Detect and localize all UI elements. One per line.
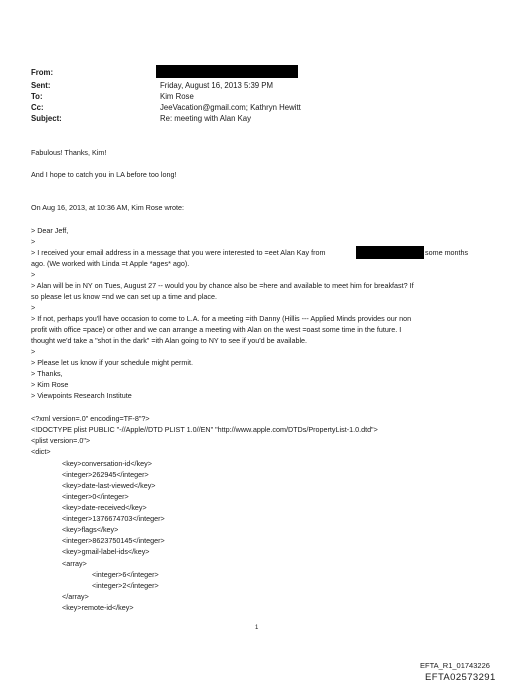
reply-line-2: And I hope to catch you in LA before too long! — [31, 170, 177, 179]
quoted-line: > Thanks, — [31, 369, 63, 378]
xml-line: <array> — [62, 559, 87, 568]
quoted-line: > Viewpoints Research Institute — [31, 391, 132, 400]
quoted-line: > Alan will be in NY on Tues, August 27 -- would you by chance also be =here and available to meet him for breakfast? If — [31, 281, 414, 290]
quoted-line: > — [31, 237, 36, 246]
to-label: To: — [31, 92, 43, 101]
quoted-line: > — [31, 303, 36, 312]
xml-line: <integer>0</integer> — [62, 492, 129, 501]
sent-label: Sent: — [31, 81, 51, 90]
quoted-line: ago. (We worked with Linda =t Apple *ages* ago). — [31, 259, 190, 268]
xml-line: </array> — [62, 592, 89, 601]
quoted-line: > Kim Rose — [31, 380, 69, 389]
cc-value: JeeVacation@gmail.com; Kathryn Hewitt — [160, 103, 301, 112]
xml-line: <integer>1376674703</integer> — [62, 514, 165, 523]
xml-line: <key>gmail-label-ids</key> — [62, 547, 150, 556]
page-number: 1 — [255, 625, 259, 631]
redaction-bar-sender — [156, 65, 298, 78]
quoted-line: > If not, perhaps you'll have occasion to come to L.A. for a meeting =ith Danny (Hillis --- Applied Minds provides our non — [31, 314, 412, 323]
xml-line: <key>date-last-viewed</key> — [62, 481, 156, 490]
subject-value: Re: meeting with Alan Kay — [160, 114, 252, 123]
sent-value: Friday, August 16, 2013 5:39 PM — [160, 81, 273, 90]
quote-attribution: On Aug 16, 2013, at 10:36 AM, Kim Rose wrote: — [31, 203, 185, 212]
xml-line: <dict> — [31, 447, 51, 456]
xml-line: <integer>6</integer> — [92, 570, 159, 579]
quoted-line: profit with office =pace) or other and we can arrange a meeting with Alan on the west =oast some time in the future. I — [31, 325, 402, 334]
xml-line: <integer>2</integer> — [92, 581, 159, 590]
quoted-line: > Dear Jeff, — [31, 226, 69, 235]
footer-ref-1: EFTA_R1_01743226 — [420, 661, 490, 670]
quoted-line: > Please let us know if your schedule might permit. — [31, 358, 193, 367]
xml-line: <key>conversation-id</key> — [62, 459, 152, 468]
footer-ref-2: EFTA02573291 — [425, 672, 496, 683]
xml-line: <plist version=.0"> — [31, 436, 91, 445]
quoted-continuation: some months — [425, 248, 469, 257]
quoted-line: > I received your email address in a message that you were interested to =eet Alan Kay from — [31, 248, 326, 257]
xml-line: <?xml version=.0" encoding=TF-8"?> — [31, 414, 150, 423]
quoted-line: thought we'd take a "shot in the dark" =ith Alan going to NY to see if you'd be available. — [31, 336, 308, 345]
xml-line: <!DOCTYPE plist PUBLIC "-//Apple//DTD PLIST 1.0//EN" "http://www.apple.com/DTDs/PropertyList-1.0.dtd"> — [31, 425, 378, 434]
xml-line: <key>flags</key> — [62, 525, 119, 534]
xml-line: <integer>8623750145</integer> — [62, 536, 165, 545]
reply-line-1: Fabulous! Thanks, Kim! — [31, 148, 107, 157]
to-value: Kim Rose — [160, 92, 194, 101]
quoted-line: > — [31, 347, 36, 356]
quoted-line: so please let us know =nd we can set up a time and place. — [31, 292, 217, 301]
xml-line: <key>date-received</key> — [62, 503, 147, 512]
from-label: From: — [31, 68, 54, 77]
xml-line: <integer>262945</integer> — [62, 470, 149, 479]
xml-line: <key>remote-id</key> — [62, 603, 134, 612]
quoted-line: > — [31, 270, 36, 279]
cc-label: Cc: — [31, 103, 44, 112]
redaction-bar-body — [356, 246, 424, 259]
subject-label: Subject: — [31, 114, 62, 123]
